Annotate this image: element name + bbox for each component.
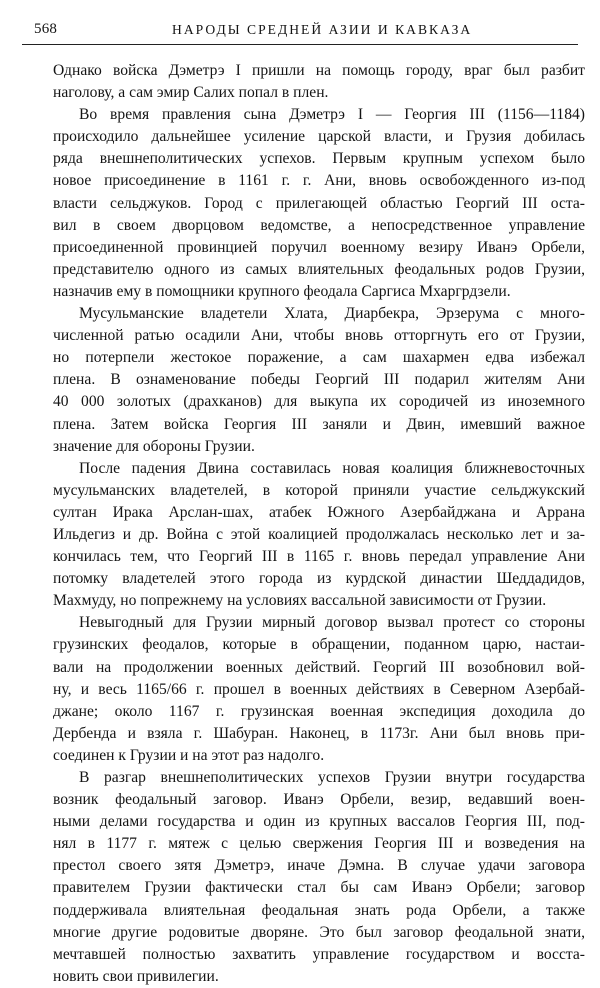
- text-line: плена. Затем войска Георгия III заняли и Двин, имевший важное: [53, 415, 585, 433]
- text-line: кончилась тем, что Георгий III в 1165 г. вновь передал управление Ани: [53, 548, 585, 566]
- paragraph: [53, 612, 585, 767]
- text-line: Ильдегиз и др. Война с этой коалицией продолжалась несколько лет и за-: [53, 525, 585, 543]
- text-line: происходило дальнейшее усиление царской власти, и Грузия добилась: [53, 128, 585, 146]
- page-header: [22, 14, 578, 45]
- text-line: Мусульманские владетели Хлата, Диарбекра, Эрзерума с много-: [79, 305, 585, 323]
- text-line: грузинских феодалов, которые в обращении, поданном царю, настаи-: [53, 636, 585, 654]
- page-number: 568: [34, 21, 58, 37]
- paragraph: [53, 303, 585, 458]
- paragraph: [53, 104, 585, 303]
- text-line: численной ратью осадили Ани, чтобы вновь отторгнуть его от Грузии,: [53, 327, 585, 345]
- text-line: плена. В ознаменование победы Георгий III подарил жителям Ани: [53, 371, 585, 389]
- text-line: новое присоединение в 1161 г. г. Ани, вновь освобожденного из-под: [53, 172, 585, 190]
- text-line: Махмуду, но попрежнему на условиях вассальной зависимости от Грузии.: [53, 592, 547, 610]
- text-line: назначив ему в помощники крупного феодала Саргиса Мхаргрдзели.: [53, 282, 511, 300]
- text-line: ну, и весь 1165/66 г. прошел в военных действиях в Северном Азербай-: [53, 680, 585, 698]
- text-line: Невыгодный для Грузии мирный договор вызвал протест со стороны: [79, 614, 585, 632]
- text-line: Дербенда и взяла г. Шабуран. Наконец, в 1173г. Ани был вновь при-: [53, 724, 585, 742]
- text-line: ными делами государства и один из крупных вассалов Георгия III, под-: [53, 813, 585, 831]
- text-line: 40 000 золотых (драхканов) для выкупа их сородичей из иноземного: [53, 393, 585, 411]
- text-line: наголову, а сам эмир Салих попал в плен.: [53, 84, 329, 102]
- paragraph: [53, 60, 585, 104]
- text-line: вали на продолжении военных действий. Георгий III возобновил вой-: [53, 658, 585, 676]
- text-line: нял в 1177 г. мятеж с целью свержения Георгия III и возведения на: [53, 835, 585, 853]
- text-line: но потерпели жестокое поражение, а сам шахармен едва избежал: [53, 349, 585, 367]
- running-title: НАРОДЫ СРЕДНЕЙ АЗИИ И КАВКАЗА: [172, 22, 473, 37]
- text-line: джане; около 1167 г. грузинская военная экспедиция доходила до: [53, 702, 585, 720]
- text-line: многие другие родовитые дворяне. Это был заговор феодальной знати,: [53, 923, 585, 941]
- text-line: власти сельджуков. Город с прилегающей областью Георгий III оста-: [53, 194, 585, 212]
- text-line: мусульманских владетелей, в которой приняли участие сельджукский: [53, 481, 585, 499]
- text-line: представителю одного из самых влиятельных феодальных родов Грузии,: [53, 260, 585, 278]
- text-line: потомку владетелей этого города из курдской династии Шеддадидов,: [53, 570, 585, 588]
- text-line: Однако войска Дэметрэ I пришли на помощь городу, враг был разбит: [53, 62, 585, 79]
- text-line: мечтавшей полностью захватить управление государством и восста-: [53, 945, 585, 963]
- text-line: соединен к Грузии и на этот раз надолго.: [53, 746, 325, 764]
- text-line: значение для обороны Грузии.: [53, 437, 255, 455]
- text-line: возник феодальный заговор. Иванэ Орбели, везир, ведавший воен-: [53, 791, 585, 809]
- text-line: После падения Двина составилась новая коалиция ближневосточных: [79, 459, 585, 477]
- text-line: правителем Грузии фактически стал бы сам Иванэ Орбели; заговор: [53, 879, 585, 897]
- text-line: Во время правления сына Дэметрэ I — Георгия III (1156—1184): [79, 106, 585, 124]
- text-line: новить свои привилегии.: [53, 967, 219, 985]
- paragraph: [53, 767, 585, 988]
- text-line: В разгар внешнеполитических успехов Грузии внутри государства: [79, 769, 585, 786]
- text-line: присоединенной провинцией поручил военному везиру Иванэ Орбели,: [53, 238, 585, 256]
- text-line: поддерживала влиятельная феодальная знать рода Орбели, а также: [53, 901, 585, 919]
- text-line: вил в своем дворцовом ведомстве, а непосредственное управление: [53, 216, 585, 234]
- text-line: ряда внешнеполитических успехов. Первым крупным успехом было: [53, 150, 585, 168]
- text-line: престол своего зятя Дэметрэ, иначе Дэмна. В случае удачи заговора: [53, 857, 585, 875]
- paragraph: [53, 458, 585, 613]
- text-line: султан Ирака Арслан-шах, атабек Южного Азербайджана и Аррана: [53, 503, 585, 521]
- body-text: [53, 60, 585, 988]
